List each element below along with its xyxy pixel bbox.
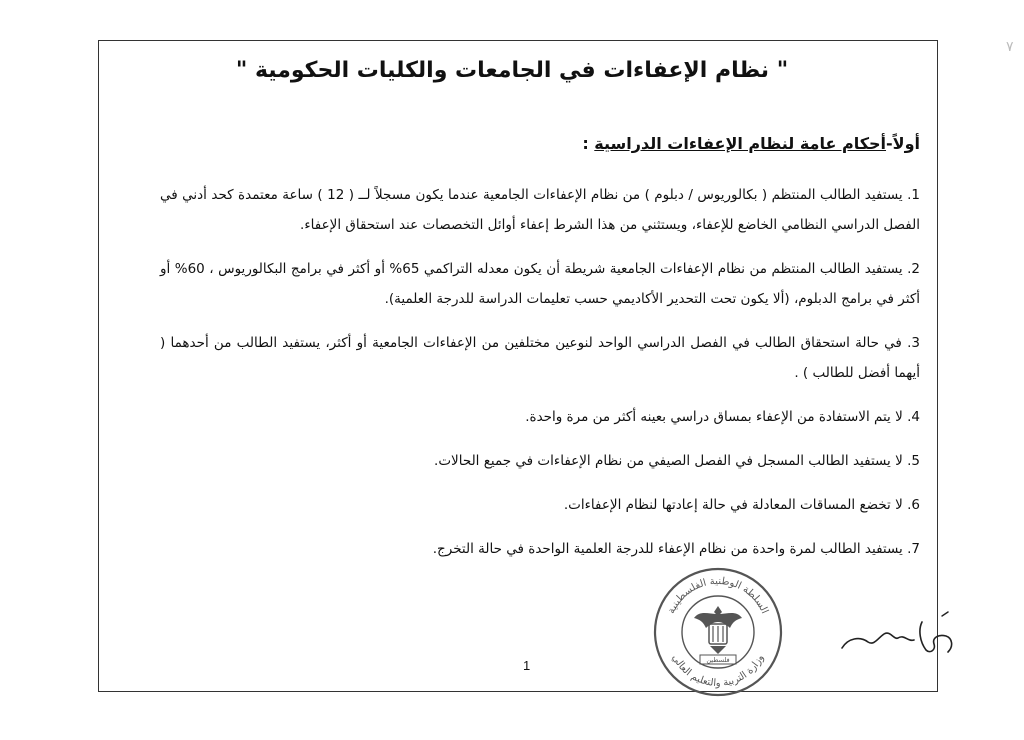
- rule-number: 6.: [907, 497, 920, 513]
- section-heading-prefix: أولاً-: [886, 134, 920, 153]
- rule-item-4: [160, 402, 920, 432]
- rule-text: لا يستفيد الطالب المسجل في الفصل الصيفي من نظام الإعفاءات في جميع الحالات.: [434, 453, 903, 469]
- rule-text: يستفيد الطالب المنتظم ( بكالوريوس / دبلوم ) من نظام الإعفاءات الجامعية عندما يكون مسجلاً لــ ( 12 ) ساعة معتمدة كحد أدني في الفصل الدراسي النظامي الخاضع للإعفاء، ويستثني من هذا الشرط إعفاء أوائل التخصصات عند استحقاق الإعفاء.: [160, 187, 920, 233]
- rule-item-1: [160, 180, 920, 240]
- seal-text-top: السلطة الوطنية الفلسطينية: [666, 575, 770, 616]
- eagle-emblem-icon: [694, 606, 742, 654]
- section-heading: [582, 134, 920, 153]
- seal-text-bottom: وزارة التربية والتعليم العالي: [669, 652, 767, 690]
- rules-list: [160, 180, 920, 578]
- handwritten-signature: [838, 608, 958, 664]
- rule-item-3: [160, 328, 920, 388]
- rule-text: يستفيد الطالب المنتظم من نظام الإعفاءات الجامعية شريطة أن يكون معدله التراكمي 65% أو أكثر في برامج البكالوريوس ، 60% أو أكثر في برامج الدبلوم، (ألا يكون تحت التحدير الأكاديمي حسب تعليمات الدراسة للدرجة العلمية).: [160, 261, 920, 307]
- rule-item-2: [160, 254, 920, 314]
- rule-number: 1.: [907, 187, 921, 203]
- seal-banner-text: فلسطين: [706, 656, 730, 664]
- rule-item-5: [160, 446, 920, 476]
- rule-item-6: [160, 490, 920, 520]
- rule-text: لا يتم الاستفادة من الإعفاء بمساق دراسي بعينه أكثر من مرة واحدة.: [525, 409, 903, 425]
- section-heading-text: أحكام عامة لنظام الإعفاءات الدراسية: [594, 134, 887, 153]
- ministry-seal-icon: [652, 566, 784, 698]
- rule-number: 2.: [907, 261, 920, 277]
- rule-text: يستفيد الطالب لمرة واحدة من نظام الإعفاء للدرجة العلمية الواحدة في حالة التخرج.: [432, 541, 903, 557]
- section-heading-suffix: :: [582, 134, 595, 153]
- rule-text: لا تخضع المساقات المعادلة في حالة إعادتها لنظام الإعفاءات.: [563, 497, 903, 513]
- rule-number: 4.: [907, 409, 920, 425]
- rule-number: 3.: [907, 335, 920, 351]
- document-title: " نظام الإعفاءات في الجامعات والكليات الحكومية ": [235, 58, 789, 83]
- rule-number: 7.: [907, 541, 920, 557]
- corner-page-mark: ٧: [1006, 38, 1014, 54]
- rule-item-7: [160, 534, 920, 564]
- rule-number: 5.: [907, 453, 920, 469]
- page-number: 1: [523, 658, 531, 673]
- rule-text: في حالة استحقاق الطالب في الفصل الدراسي الواحد لنوعين مختلفين من الإعفاءات الجامعية أو أكثر، يستفيد الطالب من أحدهما ( أيهما أفضل للطالب ) .: [160, 335, 920, 381]
